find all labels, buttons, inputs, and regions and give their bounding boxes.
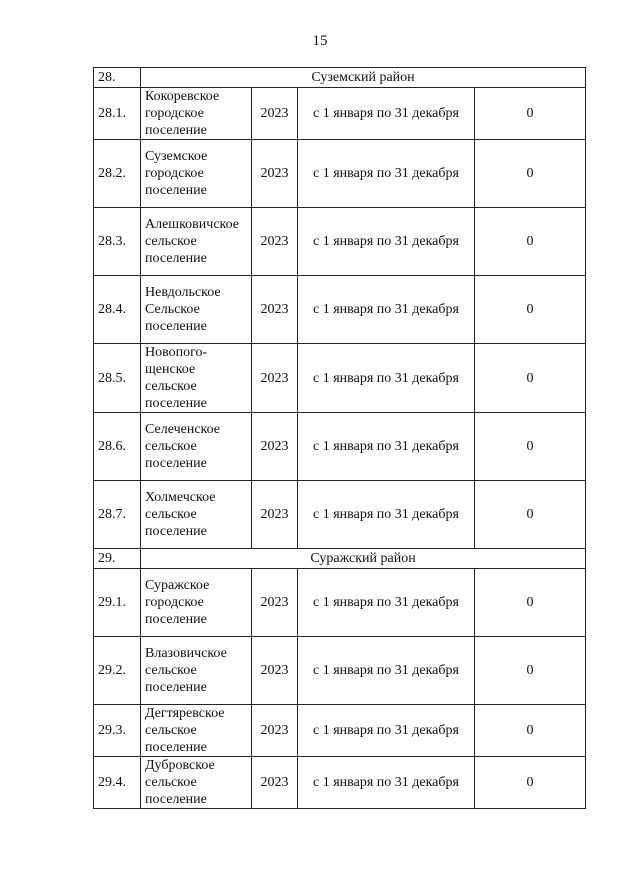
- row-number: 29.2.: [94, 637, 141, 705]
- settlement-name-line: Дегтяревское: [145, 706, 225, 721]
- value-cell: 0: [475, 276, 586, 344]
- value-cell: 0: [475, 705, 586, 757]
- value-cell: 0: [475, 88, 586, 140]
- settlement-name-line: сельское: [145, 775, 197, 790]
- settlement-name-line: поселение: [145, 123, 207, 138]
- year-cell: 2023: [252, 140, 298, 208]
- settlement-name-line: Алешковичское: [145, 217, 240, 232]
- settlement-name-line: поселение: [145, 792, 207, 807]
- settlement-name: [141, 637, 252, 705]
- settlement-name-line: поселение: [145, 396, 207, 411]
- year-cell: 2023: [252, 705, 298, 757]
- row-number: 29.1.: [94, 569, 141, 637]
- table-row: [94, 344, 586, 413]
- table-row: [94, 569, 586, 637]
- table-row: [94, 208, 586, 276]
- period-cell: с 1 января по 31 декабря: [298, 276, 475, 344]
- settlement-name-line: Невдольское: [145, 285, 221, 300]
- page-number: 15: [312, 33, 328, 49]
- table-body: [94, 68, 586, 809]
- period-cell: с 1 января по 31 декабря: [298, 705, 475, 757]
- row-number: 29.4.: [94, 757, 141, 809]
- settlement-name: [141, 569, 252, 637]
- settlement-name: [141, 88, 252, 140]
- period-cell: с 1 января по 31 декабря: [298, 569, 475, 637]
- settlement-name-line: сельское: [145, 234, 197, 249]
- settlement-name-line: поселение: [145, 612, 207, 627]
- district-title: Суземский район: [141, 68, 586, 88]
- settlement-name: [141, 344, 252, 413]
- district-number: 29.: [94, 549, 141, 569]
- value-cell: 0: [475, 413, 586, 481]
- year-cell: 2023: [252, 637, 298, 705]
- settlement-name: [141, 276, 252, 344]
- period-cell: с 1 января по 31 декабря: [298, 481, 475, 549]
- settlement-name-line: сельское: [145, 507, 197, 522]
- value-cell: 0: [475, 637, 586, 705]
- table-row: [94, 140, 586, 208]
- settlement-name: [141, 705, 252, 757]
- settlement-name-line: поселение: [145, 524, 207, 539]
- value-cell: 0: [475, 569, 586, 637]
- settlement-name-line: Кокоревское: [145, 89, 220, 104]
- settlement-name-line: Новопого-: [145, 345, 208, 360]
- row-number: 28.3.: [94, 208, 141, 276]
- district-title: Суражский район: [141, 549, 586, 569]
- table-row: [94, 413, 586, 481]
- settlements-table: [93, 67, 586, 809]
- value-cell: 0: [475, 481, 586, 549]
- settlement-name: [141, 481, 252, 549]
- table-row: [94, 88, 586, 140]
- year-cell: 2023: [252, 481, 298, 549]
- settlement-name: [141, 208, 252, 276]
- year-cell: 2023: [252, 757, 298, 809]
- settlement-name-line: Сельское: [145, 302, 200, 317]
- settlement-name-line: поселение: [145, 680, 207, 695]
- table-row: [94, 637, 586, 705]
- settlement-name-line: Дубровское: [145, 758, 215, 773]
- settlement-name: [141, 757, 252, 809]
- period-cell: с 1 января по 31 декабря: [298, 88, 475, 140]
- district-header-row: [94, 549, 586, 569]
- settlement-name-line: городское: [145, 166, 204, 181]
- row-number: 28.6.: [94, 413, 141, 481]
- row-number: 28.1.: [94, 88, 141, 140]
- district-number: 28.: [94, 68, 141, 88]
- settlement-name-line: поселение: [145, 456, 207, 471]
- period-cell: с 1 января по 31 декабря: [298, 344, 475, 413]
- year-cell: 2023: [252, 344, 298, 413]
- settlement-name: [141, 140, 252, 208]
- settlement-name-line: поселение: [145, 319, 207, 334]
- row-number: 28.2.: [94, 140, 141, 208]
- settlement-name-line: Селеченское: [145, 422, 221, 437]
- settlement-name-line: поселение: [145, 183, 207, 198]
- period-cell: с 1 января по 31 декабря: [298, 413, 475, 481]
- period-cell: с 1 января по 31 декабря: [298, 637, 475, 705]
- year-cell: 2023: [252, 413, 298, 481]
- district-header-row: [94, 68, 586, 88]
- period-cell: с 1 января по 31 декабря: [298, 208, 475, 276]
- settlement-name-line: сельское: [145, 439, 197, 454]
- table-row: [94, 705, 586, 757]
- settlement-name-line: Холмечское: [145, 490, 216, 505]
- period-cell: с 1 января по 31 декабря: [298, 757, 475, 809]
- settlement-name-line: поселение: [145, 251, 207, 266]
- year-cell: 2023: [252, 276, 298, 344]
- settlement-name-line: сельское: [145, 723, 197, 738]
- settlement-name-line: Суземское: [145, 149, 208, 164]
- period-cell: с 1 января по 31 декабря: [298, 140, 475, 208]
- settlement-name-line: щенское: [145, 362, 196, 377]
- settlement-name-line: Суражское: [145, 578, 210, 593]
- year-cell: 2023: [252, 569, 298, 637]
- settlement-name-line: поселение: [145, 740, 207, 755]
- value-cell: 0: [475, 140, 586, 208]
- value-cell: 0: [475, 208, 586, 276]
- year-cell: 2023: [252, 208, 298, 276]
- settlement-name-line: сельское: [145, 663, 197, 678]
- settlement-name-line: Влазовичское: [145, 646, 227, 661]
- table-row: [94, 276, 586, 344]
- value-cell: 0: [475, 344, 586, 413]
- table-row: [94, 481, 586, 549]
- settlement-name-line: городское: [145, 595, 204, 610]
- row-number: 28.5.: [94, 344, 141, 413]
- settlement-name: [141, 413, 252, 481]
- settlement-name-line: городское: [145, 106, 204, 121]
- settlement-name-line: сельское: [145, 379, 197, 394]
- row-number: 28.4.: [94, 276, 141, 344]
- row-number: 29.3.: [94, 705, 141, 757]
- year-cell: 2023: [252, 88, 298, 140]
- row-number: 28.7.: [94, 481, 141, 549]
- table-row: [94, 757, 586, 809]
- value-cell: 0: [475, 757, 586, 809]
